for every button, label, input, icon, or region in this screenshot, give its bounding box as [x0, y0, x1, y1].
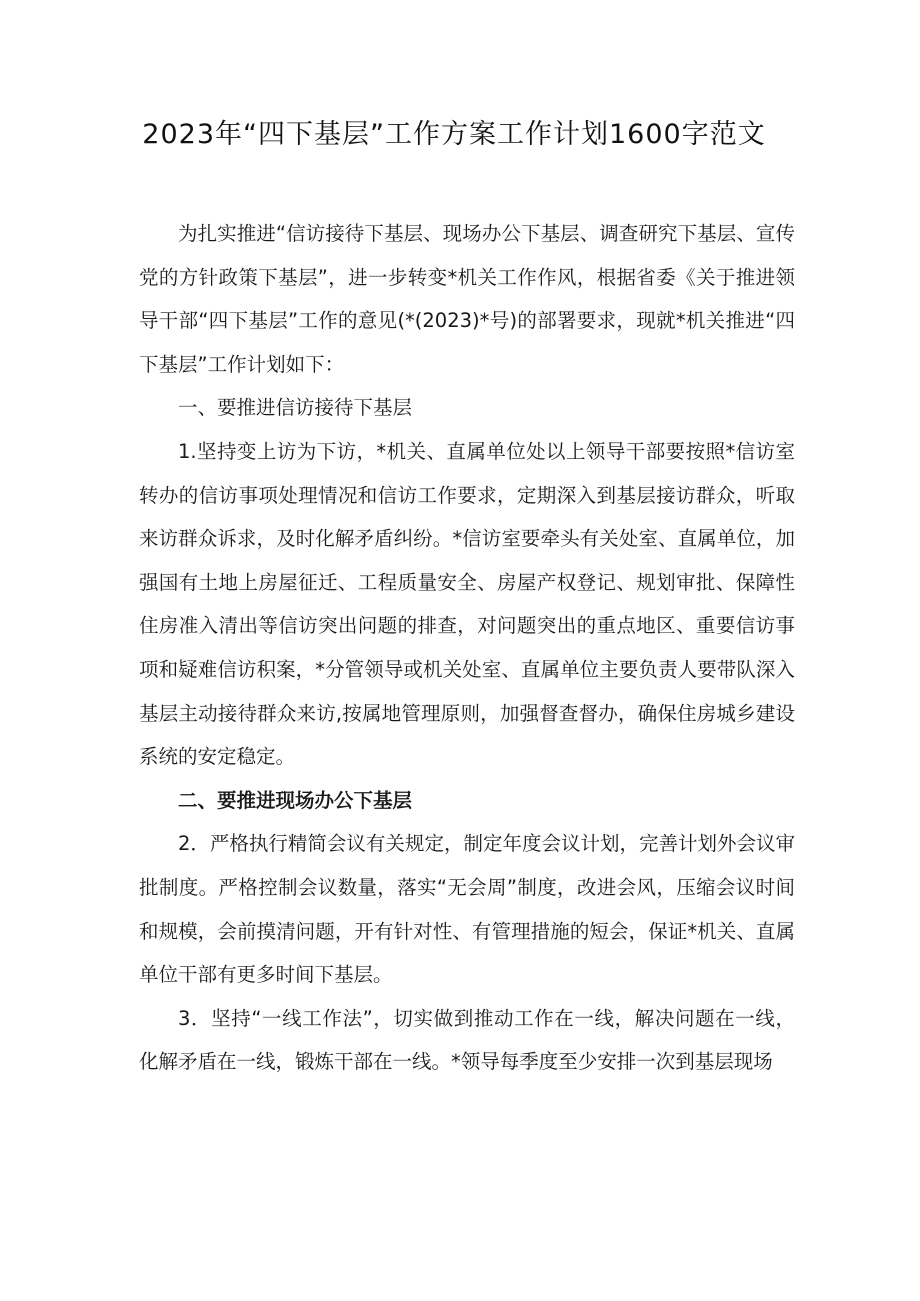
document-body [139, 212, 795, 1084]
paragraph-item-2: 2．严格执行精简会议有关规定，制定年度会议计划，完善计划外会议审批制度。严格控制会议数量，落实“无会周”制度，改进会风，压缩会议时间和规模，会前摸清问题，开有针对性、有管理措施的短会，保证*机关、直属单位干部有更多时间下基层。 [139, 832, 795, 987]
paragraph-item-1: 1.坚持变上访为下访，*机关、直属单位处以上领导干部要按照*信访室转办的信访事项处理情况和信访工作要求，定期深入到基层接访群众，听取来访群众诉求，及时化解矛盾纠纷。*信访室要牵头有关处室、直属单位，加强国有土地上房屋征迁、工程质量安全、房屋产权登记、规划审批、保障性住房准入清出等信访突出问题的排查，对问题突出的重点地区、重要信访事项和疑难信访积案，*分管领导或机关处室、直属单位主要负责人要带队深入基层主动接待群众来访,按属地管理原则，加强督查督办，确保住房城乡建设系统的安定稳定。 [139, 439, 795, 769]
document-title: 2023年“四下基层”工作方案工作计划1600字范文 [142, 119, 766, 150]
section-heading-1: 一、要推进信访接待下基层 [178, 396, 413, 420]
paragraph-item-3: 3．坚持“一线工作法”，切实做到推动工作在一线，解决问题在一线，化解矛盾在一线，锻炼干部在一线。*领导每季度至少安排一次到基层现场 [139, 1006, 795, 1074]
intro-paragraph: 为扎实推进“信访接待下基层、现场办公下基层、调查研究下基层、宣传党的方针政策下基层”，进一步转变*机关工作作风，根据省委《关于推进领导干部“四下基层”工作的意见(*(2023)*号)的部署要求，现就*机关推进“四下基层”工作计划如下： [139, 222, 795, 376]
section-heading-2: 二、要推进现场办公下基层 [178, 788, 413, 812]
